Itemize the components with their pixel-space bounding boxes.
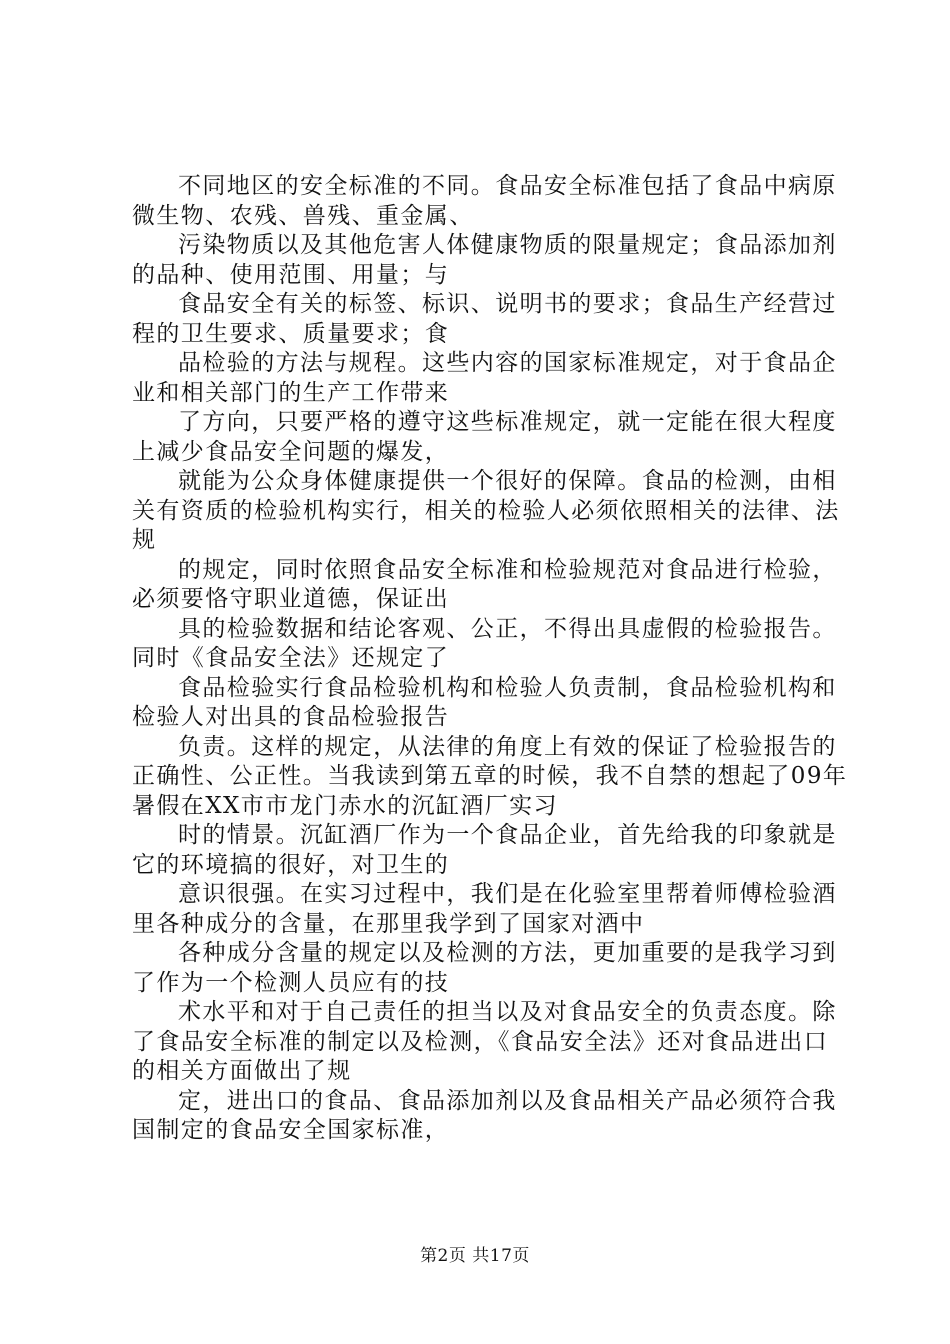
paragraph: 了方向，只要严格的遵守这些标准规定，就一定能在很大程度上减少食品安全问题的爆发， — [132, 409, 837, 465]
body-text — [132, 172, 852, 1146]
paragraph: 就能为公众身体健康提供一个很好的保障。食品的检测，由相关有资质的检验机构实行，相关的检验人必须依照相关的法律、法规 — [132, 468, 840, 553]
paragraph: 负责。这样的规定，从法律的角度上有效的保证了检验报告的正确性、公正性。当我读到第五章的时候，我不自禁的想起了09年暑假在XX市市龙门赤水的沉缸酒厂实习 — [132, 733, 848, 819]
paragraph: 食品检验实行食品检验机构和检验人负责制，食品检验机构和检验人对出具的食品检验报告 — [132, 674, 837, 730]
paragraph: 意识很强。在实习过程中，我们是在化验室里帮着师傅检验酒里各种成分的含量，在那里我学到了国家对酒中 — [132, 881, 837, 937]
page-footer — [0, 1241, 950, 1266]
paragraph: 各种成分含量的规定以及检测的方法，更加重要的是我学习到了作为一个检测人员应有的技 — [132, 940, 837, 996]
paragraph: 食品安全有关的标签、标识、说明书的要求；食品生产经营过程的卫生要求、质量要求；食 — [132, 291, 837, 347]
paragraph: 术水平和对于自己责任的担当以及对食品安全的负责态度。除了食品安全标准的制定以及检测，《食品安全法》还对食品进出口的相关方面做出了规 — [132, 999, 837, 1084]
paragraph: 不同地区的安全标准的不同。食品安全标准包括了食品中病原微生物、农残、兽残、重金属、 — [132, 173, 837, 229]
paragraph: 品检验的方法与规程。这些内容的国家标准规定，对于食品企业和相关部门的生产工作带来 — [132, 350, 837, 406]
paragraph: 的规定，同时依照食品安全标准和检验规范对食品进行检验，必须要恪守职业道德，保证出 — [132, 556, 837, 612]
paragraph: 时的情景。沉缸酒厂作为一个食品企业，首先给我的印象就是它的环境搞的很好，对卫生的 — [132, 822, 837, 878]
page-number: 第2页 共17页 — [420, 1246, 530, 1266]
paragraph: 具的检验数据和结论客观、公正，不得出具虚假的检验报告。同时《食品安全法》还规定了 — [132, 615, 837, 671]
paragraph: 定，进出口的食品、食品添加剂以及食品相关产品必须符合我国制定的食品安全国家标准， — [132, 1087, 837, 1143]
paragraph: 污染物质以及其他危害人体健康物质的限量规定；食品添加剂的品种、使用范围、用量；与 — [132, 232, 837, 288]
